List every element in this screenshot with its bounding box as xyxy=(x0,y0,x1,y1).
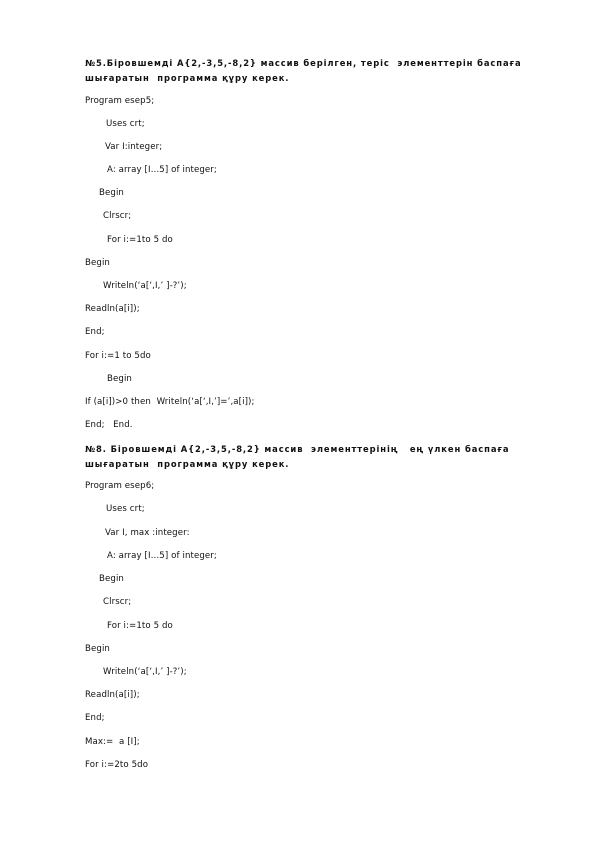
code-line: Begin xyxy=(99,188,124,198)
code-line: For i:=1to 5 do xyxy=(107,235,173,245)
code-line: Writeln(‘a[‘,I,’ ]-?’); xyxy=(103,281,187,291)
code-line: Max:= a [I]; xyxy=(85,737,140,747)
task8-heading-line1: №8. Біровшемді А{2,-3,5,-8,2} массив элементтерінің ең үлкен баспаға xyxy=(85,444,510,454)
code-line: End; xyxy=(85,327,105,337)
code-line: Var I, max :integer: xyxy=(105,528,190,538)
code-line: If (a[i])>0 then Writeln(‘a[‘,I,’]=’,a[i]); xyxy=(85,397,255,407)
code-line: Program esep6; xyxy=(85,481,155,491)
task8-heading-line2: шығаратын программа құру керек. xyxy=(85,459,290,469)
code-line: Writeln(‘a[‘,I,’ ]-?’); xyxy=(103,667,187,677)
code-line: Begin xyxy=(107,374,132,384)
code-line: End; xyxy=(85,713,105,723)
task5-heading-line1: №5.Біровшемді А{2,-3,5,-8,2} массив берілген, теріс элементтерін баспаға xyxy=(85,58,522,68)
code-line: Begin xyxy=(99,574,124,584)
code-line: Readln(a[i]); xyxy=(85,304,140,314)
code-line: For i:=1 to 5do xyxy=(85,351,151,361)
code-line: For i:=2to 5do xyxy=(85,760,149,770)
code-line: Clrscr; xyxy=(103,211,132,221)
task5-heading-line2: шығаратын программа құру керек. xyxy=(85,73,290,83)
code-line: Begin xyxy=(85,258,110,268)
code-line: Program esep5; xyxy=(85,96,155,106)
code-line: Uses crt; xyxy=(106,504,145,514)
code-line: Var I:integer; xyxy=(105,142,163,152)
code-line: A: array [I…5] of integer; xyxy=(107,165,217,175)
code-line: A: array [I…5] of integer; xyxy=(107,551,217,561)
code-line: For i:=1to 5 do xyxy=(107,621,173,631)
code-line: Begin xyxy=(85,644,110,654)
code-line: Readln(a[i]); xyxy=(85,690,140,700)
code-line: End; End. xyxy=(85,420,133,430)
code-line: Uses crt; xyxy=(106,119,145,129)
code-line: Clrscr; xyxy=(103,597,132,607)
